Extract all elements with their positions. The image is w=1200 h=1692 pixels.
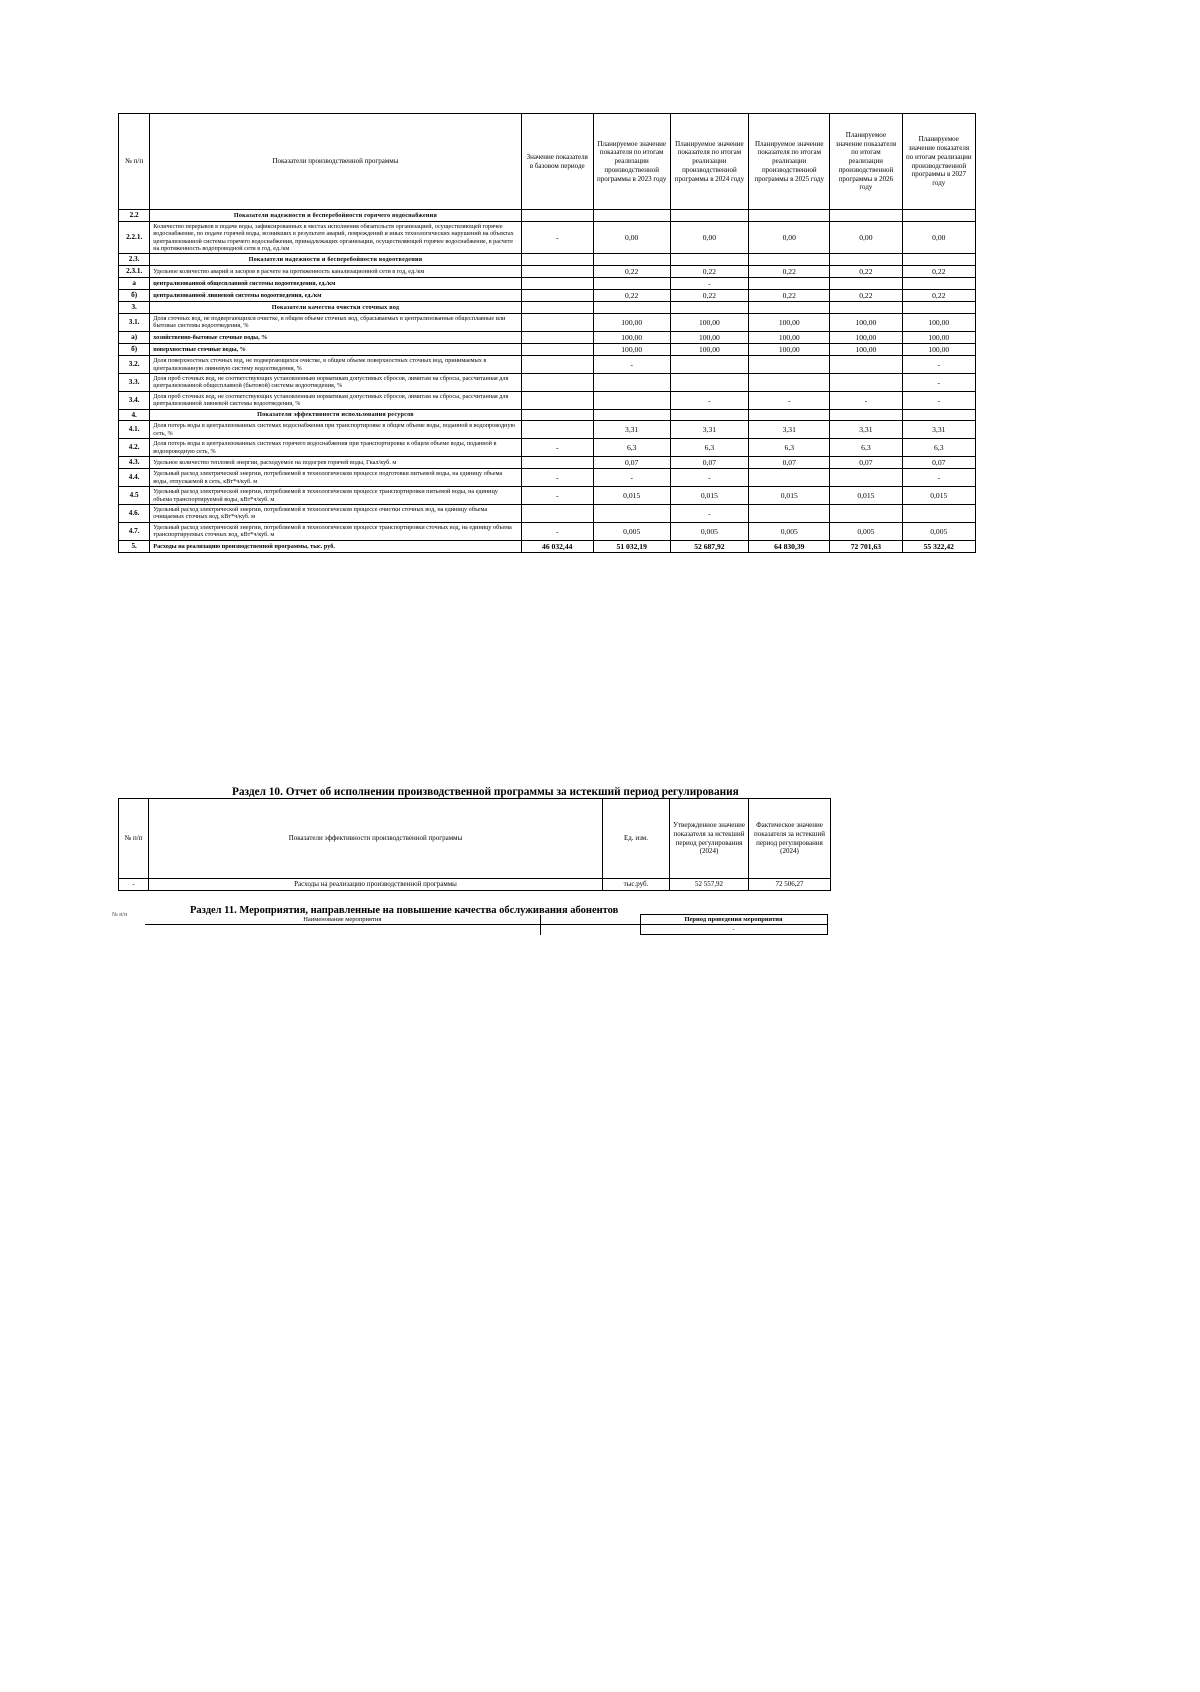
value-2023: 6,3 xyxy=(593,439,670,457)
table-row xyxy=(119,343,976,355)
value-2025 xyxy=(749,356,830,374)
row-code: 4.6. xyxy=(119,504,150,522)
table-row xyxy=(145,925,827,935)
value-2023: 0,22 xyxy=(593,266,670,278)
row-code: 3.1. xyxy=(119,314,150,332)
table-row xyxy=(119,421,976,439)
value-2023: 0,005 xyxy=(593,522,670,540)
value-2024 xyxy=(670,302,749,314)
value-2027 xyxy=(902,302,975,314)
table-row xyxy=(119,221,976,254)
value-2024 xyxy=(670,210,749,222)
value-base: - xyxy=(521,469,593,487)
value-2025 xyxy=(749,210,830,222)
value-2027: - xyxy=(902,469,975,487)
table-row xyxy=(119,331,976,343)
value-2023: - xyxy=(593,469,670,487)
row-indicator: Доля проб сточных вод, не соответствующих установленным нормативам допустимых сбросов, лимитам на сбросы, рассчитанная для централизованной общесплавной (бытовой) системы водоотведения, % xyxy=(150,373,521,391)
row-indicator: Доля сточных вод, не подвергающихся очистке, в общем объеме сточных вод, сбрасываемых в централизованные общесплавные или бытовые системы водоотведения, % xyxy=(150,314,521,332)
table-row xyxy=(119,356,976,374)
value-2027: - xyxy=(902,356,975,374)
row-code: 3. xyxy=(119,302,150,314)
value-2026: 0,22 xyxy=(830,290,902,302)
table-row xyxy=(119,469,976,487)
col-2024-header: Планируемое значение показателя по итогам реализации производственной программы в 2024 году xyxy=(670,114,749,210)
value-base: - xyxy=(521,221,593,254)
s10-indicator-cell: Расходы на реализацию производственной программы xyxy=(149,879,603,891)
value-base xyxy=(521,391,593,409)
value-2026: 100,00 xyxy=(830,331,902,343)
row-indicator: Удельное количество аварий и засоров в расчете на протяженность канализационной сети в год, ед./км xyxy=(150,266,521,278)
section-10-table xyxy=(118,798,831,891)
s11-period-header: Период проведения мероприятия xyxy=(640,915,827,925)
value-2026 xyxy=(830,409,902,421)
col-base-header: Значение показателя в базовом периоде xyxy=(521,114,593,210)
s11-gap-cell-2 xyxy=(540,925,640,935)
production-program-table xyxy=(118,113,976,553)
table-row xyxy=(119,314,976,332)
value-2026: 6,3 xyxy=(830,439,902,457)
value-2023 xyxy=(593,391,670,409)
value-2023: 51 032,19 xyxy=(593,540,670,552)
s11-num-label: № п/п xyxy=(112,912,128,918)
value-2024: 6,3 xyxy=(670,439,749,457)
value-2027: 100,00 xyxy=(902,314,975,332)
value-2024: 100,00 xyxy=(670,314,749,332)
value-2023: 100,00 xyxy=(593,331,670,343)
value-2026: 0,005 xyxy=(830,522,902,540)
section-11-table xyxy=(145,914,828,935)
value-2025: 0,005 xyxy=(749,522,830,540)
table-row xyxy=(119,278,976,290)
value-2025: 100,00 xyxy=(749,331,830,343)
row-code: 2.3.1. xyxy=(119,266,150,278)
value-2024: 0,015 xyxy=(670,487,749,505)
value-2025 xyxy=(749,469,830,487)
s10-actual-header: Фактическое значение показателя за истекший период регулирования (2024) xyxy=(749,799,831,879)
value-2024 xyxy=(670,409,749,421)
table-row xyxy=(119,522,976,540)
row-indicator: Доля потерь воды в централизованных системах водоснабжения при транспортировке в общем объеме воды, поданной в водопроводную сеть, % xyxy=(150,421,521,439)
value-base xyxy=(521,254,593,266)
col-2025-header: Планируемое значение показателя по итогам реализации производственной программы в 2025 году xyxy=(749,114,830,210)
value-2027 xyxy=(902,278,975,290)
row-code: а) xyxy=(119,331,150,343)
table-row xyxy=(119,302,976,314)
value-2025 xyxy=(749,373,830,391)
value-2026 xyxy=(830,254,902,266)
value-2025: 0,22 xyxy=(749,290,830,302)
value-base xyxy=(521,457,593,469)
value-base: 46 032,44 xyxy=(521,540,593,552)
row-code: 2.2 xyxy=(119,210,150,222)
value-2027: 55 322,42 xyxy=(902,540,975,552)
s10-approved-header: Утвержденное значение показателя за истекший период регулирования (2024) xyxy=(670,799,749,879)
value-2026: 0,015 xyxy=(830,487,902,505)
value-2025: 100,00 xyxy=(749,343,830,355)
table-row xyxy=(119,487,976,505)
s11-name-cell xyxy=(145,925,540,935)
value-2026 xyxy=(830,504,902,522)
value-2024: 100,00 xyxy=(670,343,749,355)
value-base xyxy=(521,266,593,278)
row-indicator: Доля проб сточных вод, не соответствующих установленным нормативам допустимых сбросов, лимитам на сбросы, рассчитанная для централизованной ливневой системы водоотведения, % xyxy=(150,391,521,409)
value-2024 xyxy=(670,254,749,266)
row-indicator: Показатели качества очистки сточных вод xyxy=(150,302,521,314)
value-base xyxy=(521,210,593,222)
value-base xyxy=(521,331,593,343)
value-2027 xyxy=(902,504,975,522)
row-code: 3.3. xyxy=(119,373,150,391)
value-2025 xyxy=(749,302,830,314)
table-row xyxy=(119,457,976,469)
value-2027: 0,22 xyxy=(902,266,975,278)
value-2023: 100,00 xyxy=(593,343,670,355)
col-num-header: № п/п xyxy=(119,114,150,210)
table-row xyxy=(119,391,976,409)
value-2023 xyxy=(593,373,670,391)
value-2023 xyxy=(593,278,670,290)
value-2024: 3,31 xyxy=(670,421,749,439)
value-base xyxy=(521,373,593,391)
value-2026: 100,00 xyxy=(830,314,902,332)
table-row xyxy=(119,266,976,278)
row-indicator: Доля потерь воды в централизованных системах горячего водоснабжения при транспортировке в общем объеме воды, поданной в водопроводную сеть, % xyxy=(150,439,521,457)
value-2023: 0,00 xyxy=(593,221,670,254)
row-code: 4.4. xyxy=(119,469,150,487)
value-2027: 100,00 xyxy=(902,331,975,343)
value-2023 xyxy=(593,302,670,314)
value-2023 xyxy=(593,504,670,522)
value-base xyxy=(521,343,593,355)
value-2024: 0,005 xyxy=(670,522,749,540)
value-2023: 3,31 xyxy=(593,421,670,439)
value-2026: 0,22 xyxy=(830,266,902,278)
value-2026 xyxy=(830,210,902,222)
value-2027 xyxy=(902,210,975,222)
row-code: б) xyxy=(119,343,150,355)
s11-period-cell: - xyxy=(640,925,827,935)
s11-gap-cell xyxy=(540,915,640,925)
value-base xyxy=(521,504,593,522)
table-row xyxy=(119,373,976,391)
value-2023 xyxy=(593,210,670,222)
value-2027: - xyxy=(902,373,975,391)
value-2027: 0,22 xyxy=(902,290,975,302)
value-2025: 0,22 xyxy=(749,266,830,278)
value-2024: 52 687,92 xyxy=(670,540,749,552)
value-2027: 0,005 xyxy=(902,522,975,540)
row-code: 4. xyxy=(119,409,150,421)
table-row xyxy=(119,409,976,421)
row-code: 4.1. xyxy=(119,421,150,439)
value-2023: 100,00 xyxy=(593,314,670,332)
value-base: - xyxy=(521,487,593,505)
value-2026: 0,00 xyxy=(830,221,902,254)
row-code: 4.5 xyxy=(119,487,150,505)
row-code: а xyxy=(119,278,150,290)
value-2024: 0,07 xyxy=(670,457,749,469)
value-2027: 0,07 xyxy=(902,457,975,469)
value-2023: 0,22 xyxy=(593,290,670,302)
value-2023 xyxy=(593,254,670,266)
row-indicator: Показатели надежности и бесперебойности водоотведения xyxy=(150,254,521,266)
value-2025: 0,00 xyxy=(749,221,830,254)
value-2024: - xyxy=(670,504,749,522)
value-2024: 0,00 xyxy=(670,221,749,254)
value-2026 xyxy=(830,278,902,290)
value-2026: 0,07 xyxy=(830,457,902,469)
col-2027-header: Планируемое значение показателя по итогам реализации производственной программы в 2027 году xyxy=(902,114,975,210)
s10-num-header: № п/п xyxy=(119,799,149,879)
value-2027: 0,00 xyxy=(902,221,975,254)
row-indicator: Удельный расход электрической энергии, потребляемой в технологическом процессе транспортировки сточных вод, на единицу объема транспортируемых сточных вод, кВт*ч/куб. м xyxy=(150,522,521,540)
value-2025 xyxy=(749,254,830,266)
value-2027 xyxy=(902,254,975,266)
row-indicator: Доля поверхностных сточных вод, не подвергающихся очистке, в общем объеме поверхностных сточных вод, принимаемых в централизованную ливневую систему водоотведения, % xyxy=(150,356,521,374)
table-row xyxy=(119,540,976,552)
row-code: 4.7. xyxy=(119,522,150,540)
header-row xyxy=(119,114,976,210)
value-2026 xyxy=(830,373,902,391)
value-base xyxy=(521,356,593,374)
value-2024: 100,00 xyxy=(670,331,749,343)
value-2024: - xyxy=(670,278,749,290)
table-row xyxy=(119,439,976,457)
value-base xyxy=(521,421,593,439)
value-2026 xyxy=(830,469,902,487)
value-2027: 100,00 xyxy=(902,343,975,355)
row-indicator: Расходы на реализацию производственной программы, тыс. руб. xyxy=(150,540,521,552)
value-base: - xyxy=(521,439,593,457)
s10-num-cell: - xyxy=(119,879,149,891)
value-2026: 100,00 xyxy=(830,343,902,355)
row-code: 2.2.1. xyxy=(119,221,150,254)
value-2027 xyxy=(902,409,975,421)
row-code: 2.3. xyxy=(119,254,150,266)
value-2025: 64 830,39 xyxy=(749,540,830,552)
table-row xyxy=(119,879,831,891)
table-row xyxy=(119,290,976,302)
value-2025: 100,00 xyxy=(749,314,830,332)
s10-indicator-header: Показатели эффективности производственной программы xyxy=(149,799,603,879)
section-11-header-row xyxy=(145,915,827,925)
value-2025 xyxy=(749,504,830,522)
row-indicator: Показатели эффективности использования ресурсов xyxy=(150,409,521,421)
value-2026 xyxy=(830,302,902,314)
value-2027: - xyxy=(902,391,975,409)
value-2026: 72 701,63 xyxy=(830,540,902,552)
value-base xyxy=(521,302,593,314)
value-2027: 3,31 xyxy=(902,421,975,439)
row-indicator: Удельный расход электрической энергии, потребляемой в технологическом процессе подготовки питьевой воды, на единицу объема воды, отпускаемой в сеть, кВт*ч/куб. м xyxy=(150,469,521,487)
s10-actual-cell: 72 506,27 xyxy=(749,879,831,891)
value-base xyxy=(521,409,593,421)
row-code: 4.3. xyxy=(119,457,150,469)
value-base xyxy=(521,278,593,290)
value-2023: 0,015 xyxy=(593,487,670,505)
value-2025: 3,31 xyxy=(749,421,830,439)
s10-unit-header: Ед. изм. xyxy=(603,799,670,879)
row-indicator: централизованной общесплавной системы водоотведения, ед./км xyxy=(150,278,521,290)
table-row xyxy=(119,210,976,222)
s11-name-header: Наименование мероприятия xyxy=(145,915,540,925)
table-row xyxy=(119,254,976,266)
value-2024: - xyxy=(670,469,749,487)
row-indicator: Количество перерывов в подаче воды, зафиксированных в местах исполнения обязательств организацией, осуществляющей горячее водоснабжение, по подаче горячей воды, возникших в результате аварий, повреждений и иных технологических нарушений на объектах централизованной системы горячего водоснабжения, принадлежащих организации, осуществляющей горячее водоснабжение, в расчете на протяженность водопроводной сети в год, ед./км xyxy=(150,221,521,254)
row-code: б) xyxy=(119,290,150,302)
value-2024: 0,22 xyxy=(670,290,749,302)
col-2026-header: Планируемое значение показателя по итогам реализации производственной программы в 2026 году xyxy=(830,114,902,210)
row-indicator: централизованной ливневой системы водоотведения, ед./км xyxy=(150,290,521,302)
section-11-heading: Раздел 11. Мероприятия, направленные на повышение качества обслуживания абонентов xyxy=(190,905,619,916)
value-2024 xyxy=(670,356,749,374)
value-2025: 0,07 xyxy=(749,457,830,469)
value-2024: - xyxy=(670,391,749,409)
value-2023 xyxy=(593,409,670,421)
value-2026 xyxy=(830,356,902,374)
value-base xyxy=(521,314,593,332)
value-2025 xyxy=(749,409,830,421)
value-2025 xyxy=(749,278,830,290)
value-2026: - xyxy=(830,391,902,409)
value-2023: - xyxy=(593,356,670,374)
value-2027: 0,015 xyxy=(902,487,975,505)
section-10-header-row xyxy=(119,799,831,879)
value-2025: 0,015 xyxy=(749,487,830,505)
value-2025: 6,3 xyxy=(749,439,830,457)
value-2025: - xyxy=(749,391,830,409)
value-base xyxy=(521,290,593,302)
main-table-body xyxy=(119,210,976,553)
row-code: 4.2. xyxy=(119,439,150,457)
row-code: 3.2. xyxy=(119,356,150,374)
table-row xyxy=(119,504,976,522)
section-10-heading: Раздел 10. Отчет об исполнении производственной программы за истекший период регулирования xyxy=(232,786,739,798)
value-2024 xyxy=(670,373,749,391)
value-base: - xyxy=(521,522,593,540)
col-2023-header: Планируемое значение показателя по итогам реализации производственной программы в 2023 году xyxy=(593,114,670,210)
value-2026: 3,31 xyxy=(830,421,902,439)
row-indicator: хозяйственно-бытовые сточные воды, % xyxy=(150,331,521,343)
row-indicator: поверхностные сточные воды, % xyxy=(150,343,521,355)
s10-unit-cell: тыс.руб. xyxy=(603,879,670,891)
row-indicator: Удельный расход электрической энергии, потребляемой в технологическом процессе очистки сточных вод, на единицу объема очищаемых сточных вод, кВт*ч/куб. м xyxy=(150,504,521,522)
value-2024: 0,22 xyxy=(670,266,749,278)
row-code: 3.4. xyxy=(119,391,150,409)
row-indicator: Удельное количество тепловой энергии, расходуемое на подогрев горячей воды, Гкал/куб. м xyxy=(150,457,521,469)
col-indicator-header: Показатели производственной программы xyxy=(150,114,521,210)
value-2027: 6,3 xyxy=(902,439,975,457)
row-code: 5. xyxy=(119,540,150,552)
s10-approved-cell: 52 557,92 xyxy=(670,879,749,891)
row-indicator: Показатели надежности и бесперебойности горячего водоснабжения xyxy=(150,210,521,222)
row-indicator: Удельный расход электрической энергии, потребляемой в технологическом процессе транспортировки питьевой воды, на единицу объема транспортируемой воды, кВт*ч/куб. м xyxy=(150,487,521,505)
value-2023: 0,07 xyxy=(593,457,670,469)
